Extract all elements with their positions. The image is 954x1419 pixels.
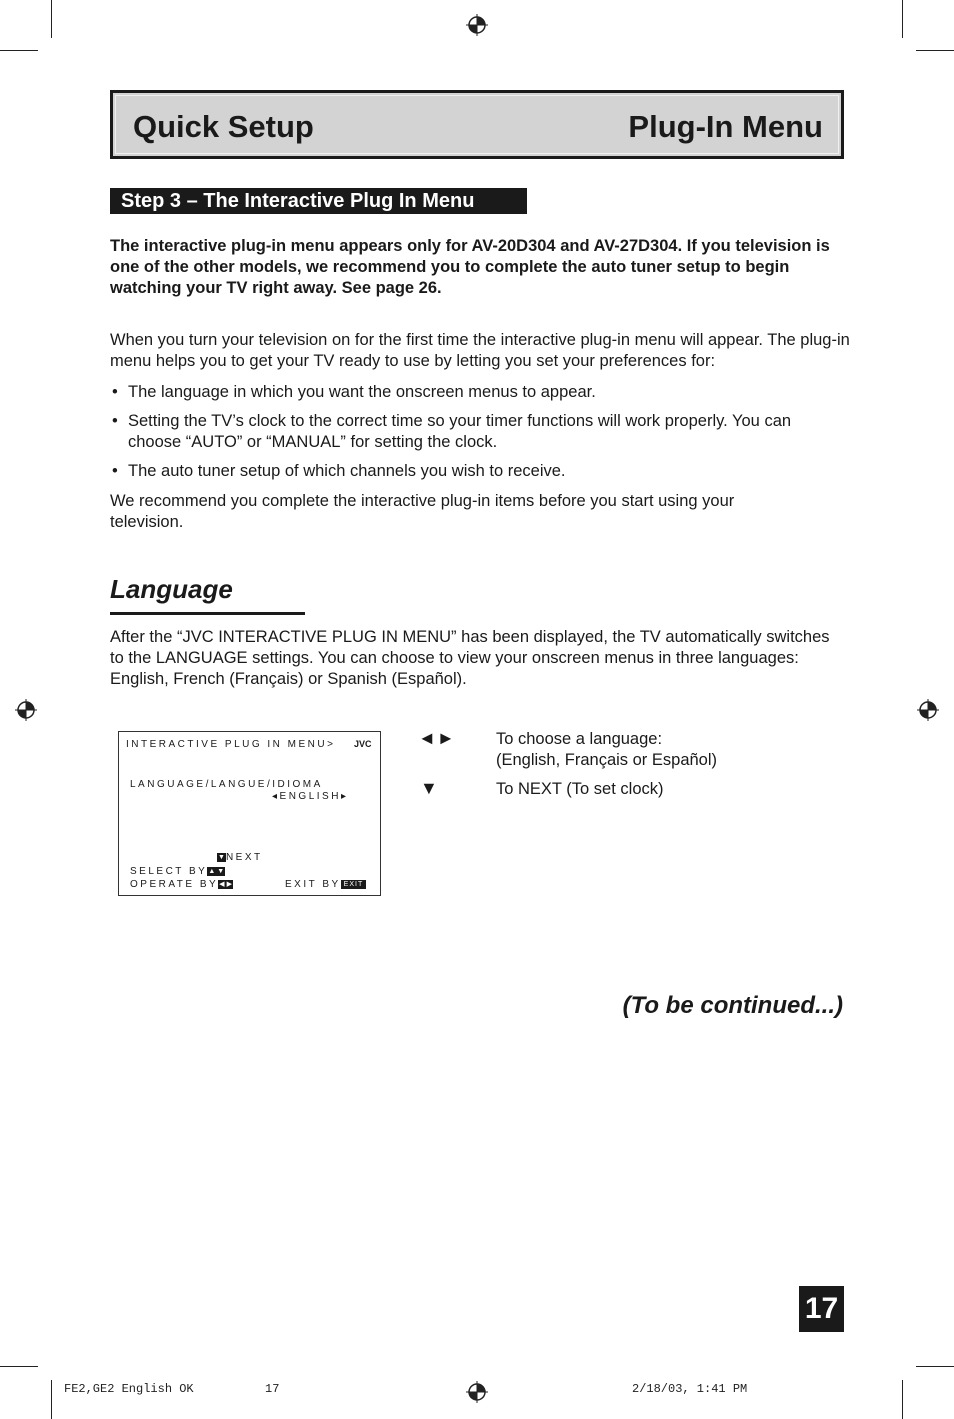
select-hint xyxy=(130,866,225,877)
bullet-text: The auto tuner setup of which channels you wish to receive. xyxy=(128,462,566,480)
intro-paragraph: When you turn your television on for the first time the interactive plug-in menu will appear. The plug-in menu helps you to get your TV ready to use by letting you set your preferences for: xyxy=(110,331,850,370)
left-key-icon: ◀ xyxy=(219,880,225,888)
page-number: 17 xyxy=(799,1286,844,1332)
footer-filename: FE2,GE2 English OK xyxy=(64,1382,194,1396)
next-hint xyxy=(217,852,263,863)
language-description: After the “JVC INTERACTIVE PLUG IN MENU” has been displayed, the TV automatically switches to the LANGUAGE settings. You can choose to view your onscreen menus in three languages: English, French (Français) or Spanish (Español). xyxy=(110,628,830,688)
crop-mark xyxy=(916,1366,954,1367)
registration-mark-icon xyxy=(15,699,37,721)
crop-mark xyxy=(902,0,903,38)
registration-mark-icon xyxy=(917,699,939,721)
operate-hint-text: OPERATE BY xyxy=(130,879,219,890)
bullet-text: Setting the TV’s clock to the correct time so your timer functions will work properly. You can choose “AUTO” or “MANUAL” for setting the clock. xyxy=(128,412,792,451)
left-right-arrows-icon: ◄► xyxy=(418,728,456,748)
instruction-text: (English, Français or Español) xyxy=(496,751,718,769)
tv-onscreen-menu xyxy=(118,731,381,896)
header-title-right: Plug-In Menu xyxy=(628,109,823,144)
down-key-icon: ▼ xyxy=(217,867,225,875)
bullet-dot: • xyxy=(112,412,118,430)
crop-mark xyxy=(51,1380,52,1419)
crop-mark xyxy=(0,1366,38,1367)
menu-title: INTERACTIVE PLUG IN MENU> xyxy=(126,739,336,750)
registration-mark-icon xyxy=(466,1381,488,1403)
exit-hint xyxy=(285,879,366,890)
up-key-icon: ▲ xyxy=(208,867,216,875)
down-arrow-icon: ▼ xyxy=(420,778,438,798)
crop-mark xyxy=(902,1380,903,1419)
exit-hint-text: EXIT BY xyxy=(285,879,341,890)
left-arrow-icon: ◂ xyxy=(272,791,280,802)
continued-note: (To be continued...) xyxy=(622,992,843,1019)
recommend-paragraph: We recommend you complete the interactive plug-in items before you start using your television. xyxy=(110,492,735,531)
footer-page: 17 xyxy=(265,1382,280,1396)
right-arrow-icon: ▸ xyxy=(340,791,349,802)
section-title-language: Language xyxy=(110,574,233,604)
setting-value xyxy=(272,791,348,802)
step-heading xyxy=(110,188,527,214)
crop-mark xyxy=(51,0,52,38)
bullet-dot: • xyxy=(112,383,118,401)
setting-value-text: ENGLISH xyxy=(279,791,341,802)
instruction-text: To NEXT (To set clock) xyxy=(496,780,664,798)
jvc-logo: JVC xyxy=(354,739,372,749)
intro-bold-paragraph: The interactive plug-in menu appears only for AV-20D304 and AV-27D304. If you television is one of the other models, we recommend you to complete the auto tuner setup to begin watching your TV right away. See page 26. xyxy=(110,237,830,297)
next-hint-text: NEXT xyxy=(225,852,263,863)
footer-date: 2/18/03, 1:41 PM xyxy=(632,1382,748,1396)
instruction-text: To choose a language: xyxy=(496,730,663,748)
crop-mark xyxy=(0,50,38,51)
right-key-icon: ▶ xyxy=(226,880,232,888)
crop-mark xyxy=(916,50,954,51)
bullet-text: The language in which you want the onscreen menus to appear. xyxy=(128,383,596,401)
setting-label: LANGUAGE/LANGUE/IDIOMA xyxy=(130,779,323,790)
operate-hint xyxy=(130,879,233,890)
header-title-left: Quick Setup xyxy=(133,109,314,144)
registration-mark-icon xyxy=(466,14,488,36)
section-underline xyxy=(110,612,305,615)
down-key-icon: ▼ xyxy=(218,853,225,861)
bullet-dot: • xyxy=(112,462,118,480)
exit-key: EXIT xyxy=(341,880,367,889)
select-hint-text: SELECT BY xyxy=(130,866,208,877)
step-heading-text: Step 3 – The Interactive Plug In Menu xyxy=(121,190,475,212)
page-header xyxy=(110,90,844,159)
